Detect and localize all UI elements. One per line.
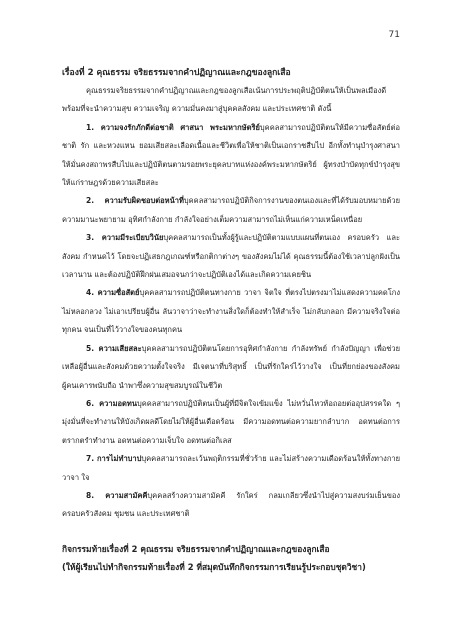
virtue-text: บุคคลสร้างความสามัคคี รักใคร่ กลมเกลียวซึ่งนำไปสู่ความสงบร่มเย็นของครอบครัวสังคม ชุมชน และประเทศชาติ [62, 490, 400, 519]
virtue-item-3 [62, 229, 400, 284]
virtue-text: บุคคลสามารถละเว้นพฤติกรรมที่ชั่วร้าย และไม่สร้างความเดือดร้อนให้ทั้งทางกาย วาจา ใจ [62, 454, 400, 482]
virtue-item-1 [62, 119, 400, 193]
virtue-title: 3. ความมีระเบียบวินัย [86, 233, 164, 243]
virtue-text: บุคคลสามารถปฏิบัติกิจการงานของตนเองและที่ได้รับมอบหมายด้วยความมานะพยายาม อุทิศกำลังกาย กำลังใจอย่างเต็มความสามารถไม่เห็นแก่ความเหน็ดเหนื่อย [62, 196, 400, 224]
virtue-item-2 [62, 192, 400, 229]
intro-paragraph: คุณธรรมจริยธรรมจากคำปฏิญาณและกฎของลูกเสือเน้นการประพฤติปฏิบัติตนให้เป็นพลเมืองดี พร้อมที่จะนำความสุข ความเจริญ ความมั่นคงมาสู่บุคคลสังคม และประเทศชาติ ดังนี้ [62, 86, 387, 114]
activity-instruction: (ให้ผู้เรียนไปทำกิจกรรมท้ายเรื่องที่ 2 ที่สมุดบันทึกกิจกรรมการเรียนรู้ประกอบชุดวิชา) [62, 561, 366, 572]
virtue-text: บุคคลสามารถปฏิบัติตนเป็นผู้ที่มีจิตใจเข้มแข็ง ไม่หวั่นไหวท้อถอยต่ออุปสรรคใด ๆ มุ่งมั่นที่จะทำงานให้บังเกิดผลดีโดยไม่ให้ผู้อื่นเดือดร้อน มีความอดทนต่อความยากลำบาก อดทนต่อการตรากตรำทำงาน อดทนต่อความเจ็บใจ อดทนต่อกิเลส [62, 398, 400, 445]
virtue-title: 7. การไม่ทำบาป [86, 454, 142, 464]
virtue-item-8 [62, 487, 400, 524]
virtue-text: บุคคลสามารถปฏิบัติตนให้มีความซื่อสัตย์ต่อชาติ รัก และหวงแหน ยอมเสียสละเลือดเนื้อและชีวิตเพื่อให้ชาติเป็นเอกราชสืบไป อีกทั้งทำนุบำรุงศาสนาให้มั่นคงสถาพรสืบไปและปฏิบัติตนตามรอยพระยุคลบาทแห่งองค์พระมหากษัตริย์ ผู้ทรงบำบัดทุกข์บำรุงสุขให้แก่ราษฎรด้วยความเสียสละ [62, 122, 400, 188]
virtue-text: บุคคลสามารถปฏิบัติตนทางกาย วาจา จิตใจ ที่ตรงไปตรงมาไม่แสดงความคดโกง ไม่หลอกลวง ไม่เอาเปรียบผู้อื่น ลันวาจาว่าจะทำงานสิ่งใดก็ต้องทำให้สำเร็จ ไม่กลับกลอก มีความจริงใจต่อทุกคน จนเป็นที่ไว้วางใจของคนทุกคน [62, 288, 401, 335]
virtue-item-6 [62, 395, 400, 450]
virtue-title: 4. ความซื่อสัตย์ [86, 288, 140, 298]
section-spacer [62, 524, 400, 540]
virtue-text: บุคคลสามารถปฏิบัติตนโดยการอุทิศกำลังกาย กำลังทรัพย์ กำลังปัญญา เพื่อช่วยเหลือผู้อื่นและสังคมด้วยความตั้งใจจริง มีเจตนาที่บริสุทธิ์ เป็นที่รักใคร่ไว้วางใจ เป็นที่ยกย่องของสังคม ผู้คนเคารพนับถือ นำพาซึ่งความสุขสมบูรณ์ในชีวิต [62, 343, 400, 390]
virtue-title: 2. ความรับผิดชอบต่อหน้าที่ [86, 196, 184, 206]
virtue-title: 5. ความเสียสละ [86, 343, 142, 353]
page-number: 71 [388, 30, 400, 40]
page-content [62, 64, 400, 576]
virtue-item-5 [62, 340, 400, 395]
virtue-item-7 [62, 450, 400, 487]
virtue-title: 6. ความอดทน [86, 398, 137, 408]
virtue-title: 8. ความสามัคคี [86, 490, 148, 500]
activity-heading: กิจกรรมท้ายเรื่องที่ 2 คุณธรรม จริยธรรมจากคำปฏิญาณและกฎของลูกเสือ [62, 543, 330, 554]
section-heading: เรื่องที่ 2 คุณธรรม จริยธรรมจากคำปฏิญาณและกฎของลูกเสือ [62, 68, 291, 78]
virtue-title: 1. ความจงรักภักดีต่อชาติ ศาสนา พระมหากษัตริย์ [86, 122, 260, 132]
virtue-text: บุคคลสามารถเป็นทั้งผู้รู้และปฏิบัติตามแบบแผนที่ตนเอง ครอบครัว และสังคม กำหนดไว้ โดยจะปฏิเสธกฎเกณฑ์หรือกติกาต่างๆ ของสังคมไม่ได้ คุณธรรมนี้ต้องใช้เวลาปลูกฝังเป็นเวลานาน และต้องปฏิบัติฝึกฝนเสมอจนกว่าจะปฏิบัติเองได้และเกิดความเคยชิน [62, 233, 400, 280]
virtue-item-4 [62, 284, 400, 339]
